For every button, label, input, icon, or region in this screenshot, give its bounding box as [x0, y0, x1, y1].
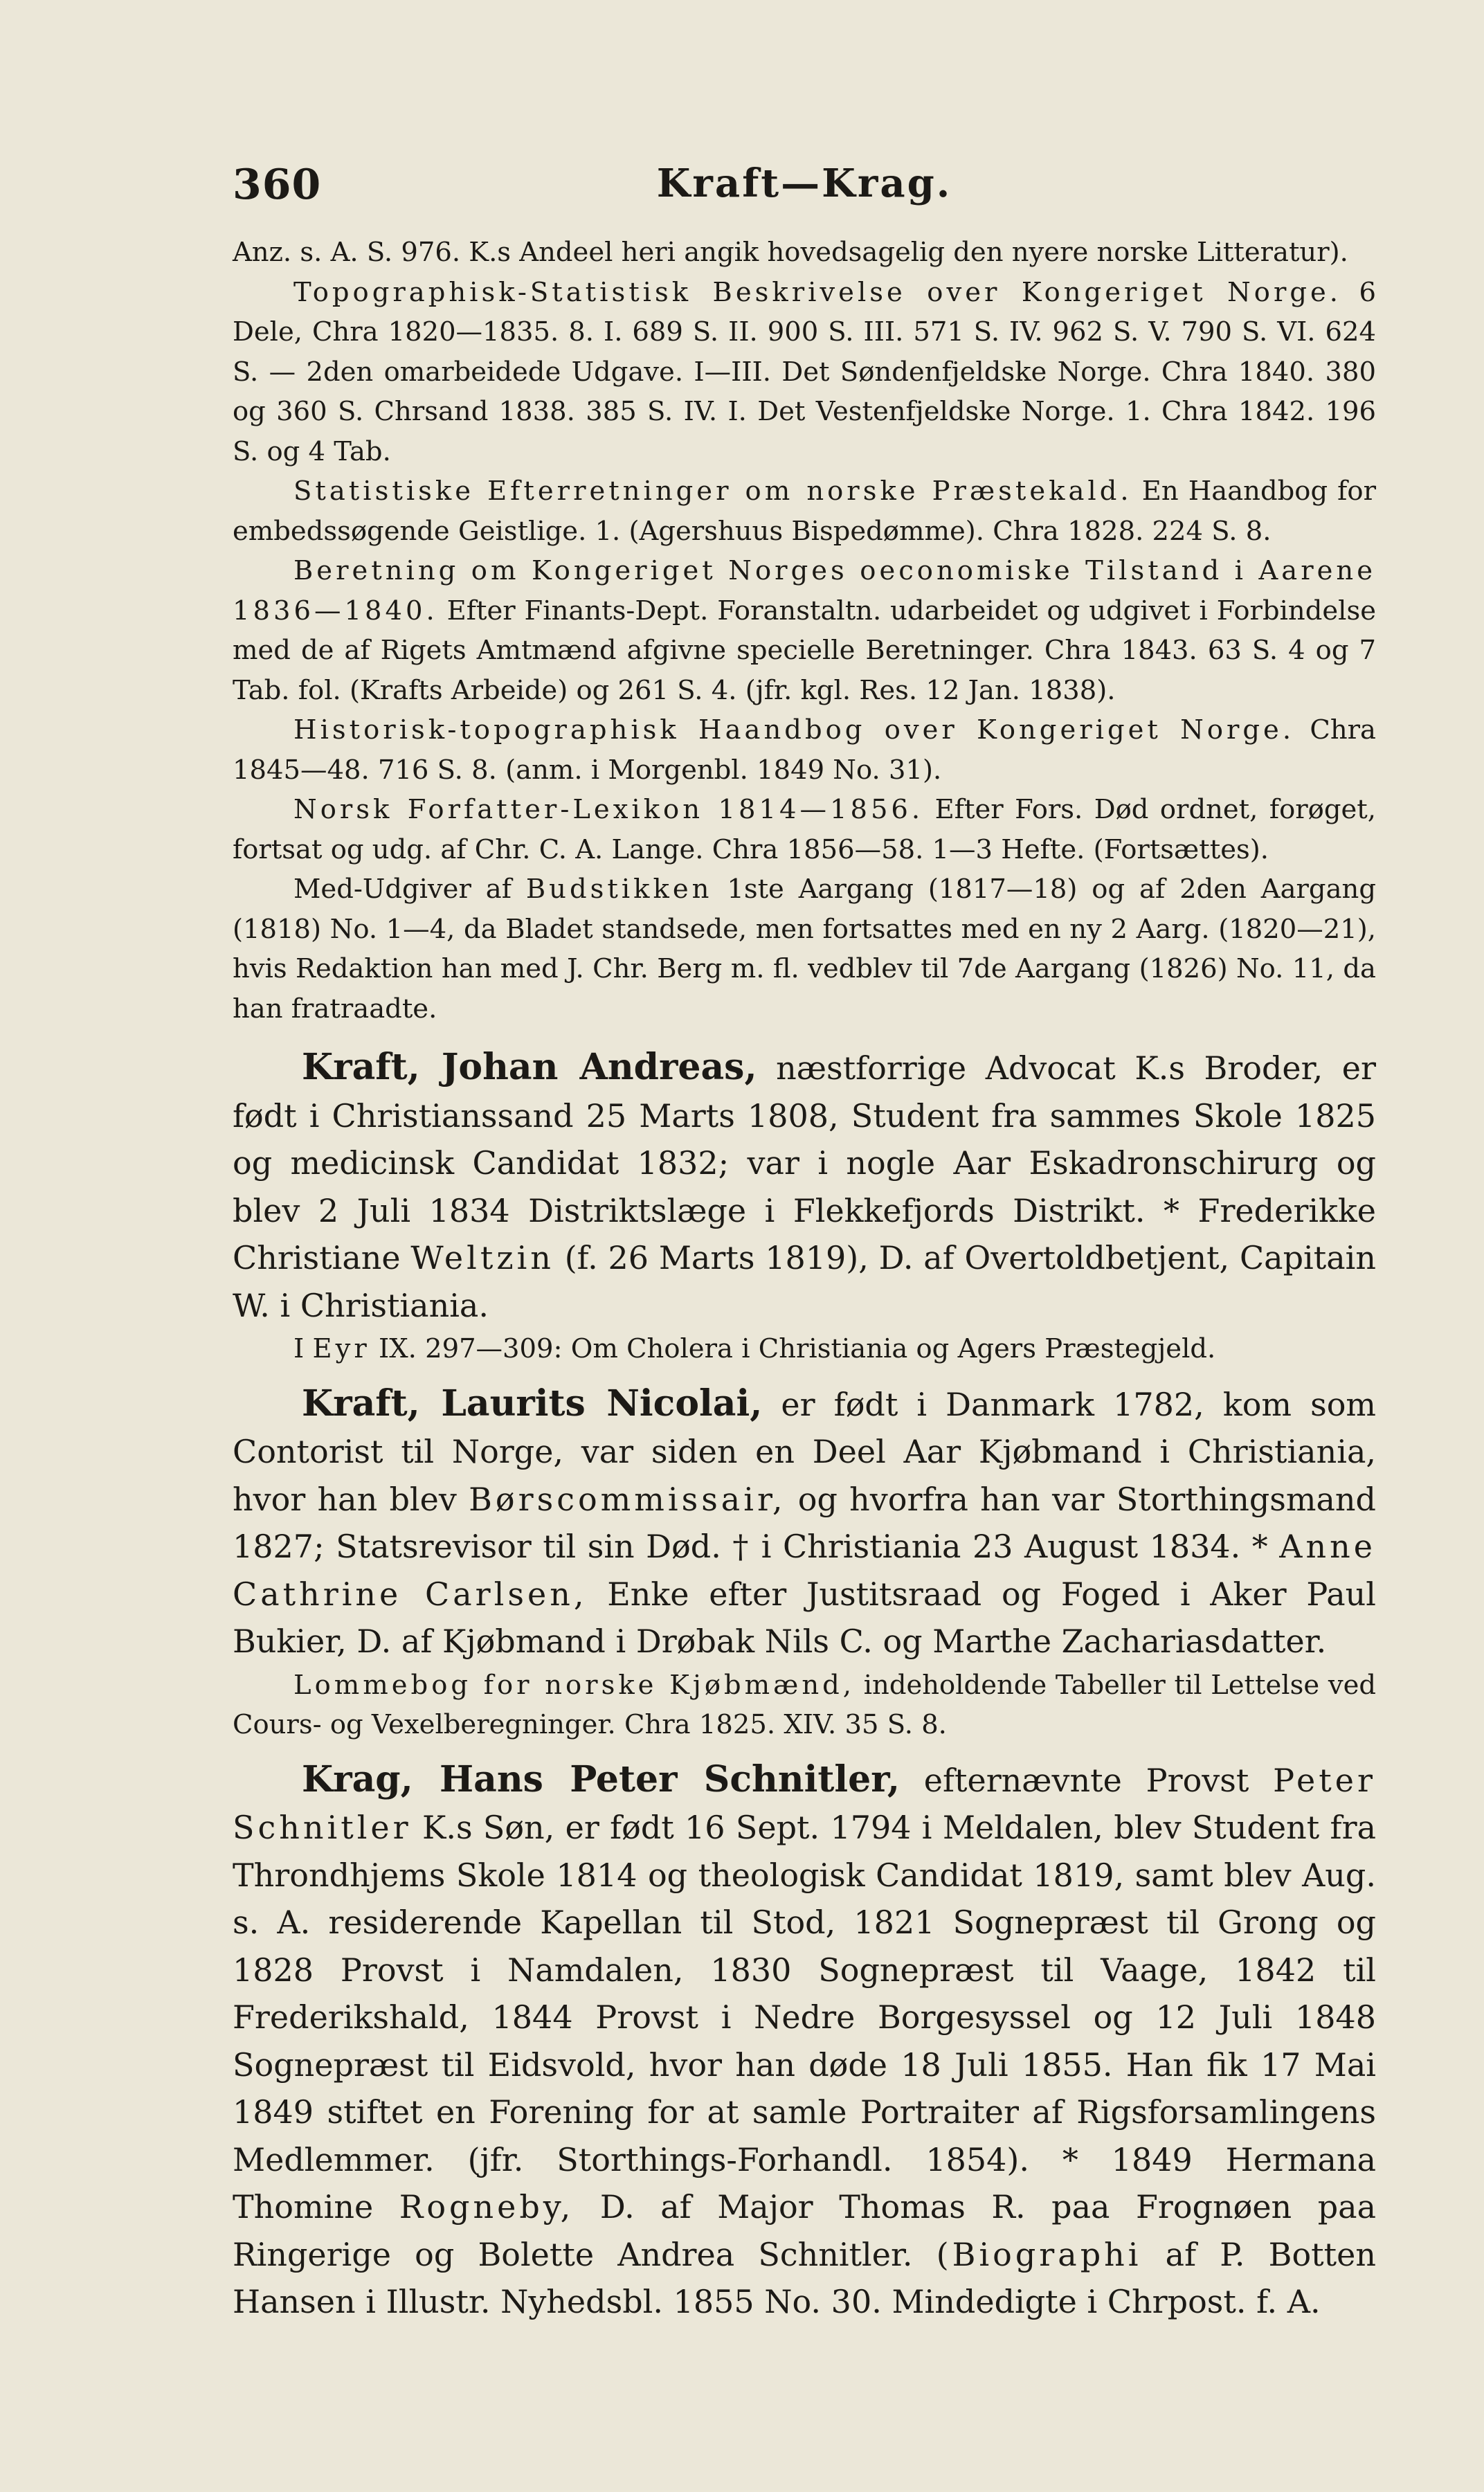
- budstikken-title: Budstikken: [525, 874, 713, 905]
- entry-biography: [233, 1380, 1376, 1665]
- work-details: 6 Dele, Chra 1820—1835. 8. I. 689 S. II. 900 S. III. 571 S. IV. 962 S. V. 790 S. VI. 624 S. — 2den omarbeidede Udgave. I—III. Det Søndenfjeldske Norge. Chra 1840. 380 og 360 S. Chrsand 1838. 385 S. IV. I. Det Vestenfjeldske Norge. 1. Chra 1842. 196 S. og 4 Tab.: [233, 276, 1376, 467]
- page-number: 360: [233, 161, 322, 209]
- works-details: indeholdende Tabeller til Lettelse ved Cours- og Vexelberegninger. Chra 1825. XIV. 35 S. 8.: [233, 1669, 1376, 1740]
- entry-role: Børscommissair,: [469, 1480, 786, 1518]
- work-title: Beretning om Kongeriget Norges oeconomiske Tilstand i Aarene 1836—1840.: [233, 555, 1376, 626]
- spouse-details: D. af Major Thomas R. paa Frognøen paa Ringerige og Bolette Andrea Schnitler.: [233, 2188, 1377, 2273]
- work-details: Efter Fors. Død ordnet, forøget, fortsat og udg. af Chr. C. A. Lange. Chra 1856—58. 1—3 Hefte. (Fortsættes).: [233, 794, 1376, 865]
- budstikken-prefix: Med-Udgiver af: [293, 874, 512, 905]
- work-title: Topographisk-Statistisk Beskrivelse over Kongeriget Norge.: [293, 276, 1342, 308]
- entry-name: Kraft, Laurits Nicolai,: [302, 1382, 763, 1425]
- entry-bio: er født i Danmark 1782, kom som Contorist til Norge, var siden en Deel Aar Kjøbmand i Christiania, hvor han blev: [233, 1385, 1377, 1518]
- work-title: Historisk-topographisk Haandbog over Kongeriget Norge.: [293, 714, 1295, 746]
- entry-bio-prefix: efternævnte Provst: [923, 1761, 1249, 1799]
- work-title: Norsk Forfatter-Lexikon 1814—1856.: [293, 794, 924, 825]
- budstikken-citation: [233, 869, 1376, 1029]
- entry-bio: K.s Søn, er født 16 Sept. 1794 i Meldalen, blev Student fra Throndhjems Skole 1814 og theologisk Candidat 1819, samt blev Aug. s. A. residerende Kapellan til Stod, 1821 Sognepræst til Grong og 1828 Provst i Namdalen, 1830 Sognepræst til Vaage, 1842 til Frederikshald, 1844 Provst i Nedre Borgesyssel og 12 Juli 1848 Sognepræst til Eidsvold, hvor han døde 18 Juli 1855. Han fik 17 Mai 1849 stiftet en Forening for at samle Portraiter af Rigsforsamlingens Medlemmer. (jfr. Storthings-Forhandl. 1854).: [233, 1809, 1376, 2178]
- spouse-surname: Rogneby,: [399, 2188, 574, 2225]
- spouse-details: Enke efter Justitsraad og Foged i Aker Paul Bukier, D. af Kjøbmand i Drøbak Nils C. og Marthe Zachariasdatter.: [233, 1575, 1376, 1660]
- entry-biography: [233, 1756, 1376, 2326]
- works-details: IX. 297—309: Om Cholera i Christiania og Agers Præstegjeld.: [378, 1333, 1216, 1364]
- continuation-line: Anz. s. A. S. 976. K.s Andeel heri angik hovedsagelig den nyere norske Litteratur).: [233, 237, 1348, 268]
- spouse-prefix: * Frederikke Christiane: [233, 1191, 1376, 1276]
- entry-biography: [233, 1044, 1376, 1329]
- entry-name: Krag, Hans Peter Schnitler,: [302, 1758, 900, 1800]
- entry-bio: næstforrige Advocat K.s Broder, er født i Christianssand 25 Marts 1808, Student fra sammes Skole 1825 og medicinsk Candidat 1832; var i nogle Aar Eskadronschirurg og blev 2 Juli 1834 Distriktslæge i Flekkefjords Distrikt.: [233, 1049, 1376, 1229]
- spouse-name: Anne Cathrine Carlsen,: [233, 1528, 1376, 1613]
- work-title: Lommebog for norske Kjøbmænd,: [293, 1669, 856, 1701]
- entry-bio-continued: og hvorfra han var Storthingsmand 1827; Statsrevisor til sin Død. † i Christiania 23 August 1834.: [233, 1480, 1377, 1565]
- father-name: Peter Schnitler: [233, 1761, 1376, 1846]
- work-details: En Haandbog for embedssøgende Geistlige. 1. (Agershuus Bispedømme). Chra 1828. 224 S. 8.: [233, 476, 1376, 547]
- page-header: [233, 136, 1376, 233]
- work-citation: [233, 273, 1376, 472]
- budstikken-details: 1ste Aargang (1817—18) og af 2den Aargang (1818) No. 1—4, da Bladet standsede, men fortsattes med en ny 2 Aarg. (1820—21), hvis Redaktion han med J. Chr. Berg m. fl. vedblev til 7de Aargang (1826) No. 11, da han fratraadte.: [233, 874, 1376, 1024]
- work-citation: [233, 551, 1376, 710]
- text-column: [233, 136, 1376, 2326]
- work-details: Efter Finants-Dept. Foranstaltn. udarbeidet og udgivet i Forbindelse med de af Rigets Amtmænd afgivne specielle Beretninger. Chra 1843. 63 S. 4 og 7 Tab. fol. (Krafts Arbeide) og 261 S. 4. (jfr. kgl. Res. 12 Jan. 1838).: [233, 595, 1376, 706]
- biography-label: (Biographi: [936, 2235, 1142, 2273]
- work-title: Statistiske Efterretninger om norske Præstekald.: [293, 476, 1132, 507]
- work-details: Chra 1845—48. 716 S. 8. (anm. i Morgenbl. 1849 No. 31).: [233, 714, 1376, 786]
- entry-name: Kraft, Johan Andreas,: [302, 1046, 757, 1088]
- biography-source: af P. Botten Hansen i Illustr. Nyhedsbl. 1855 No. 30. Mindedigte i Chrpost. f. A.: [233, 2235, 1376, 2320]
- work-citation: [233, 710, 1376, 790]
- spouse-surname: Weltzin: [410, 1239, 554, 1276]
- spouse-prefix: * 1849 Hermana Thomine: [233, 2140, 1377, 2225]
- entry-works: [233, 1329, 1376, 1369]
- work-citation: [233, 471, 1376, 551]
- running-head: Kraft—Krag.: [656, 161, 952, 206]
- spouse-details: (f. 26 Marts 1819), D. af Overtoldbetjent, Capitain W. i Christiania.: [233, 1239, 1376, 1324]
- works-prefix: I: [293, 1333, 305, 1364]
- journal-title: Eyr: [312, 1333, 370, 1364]
- work-citation: [233, 790, 1376, 869]
- entry-works: [233, 1665, 1376, 1745]
- spouse-prefix: *: [1251, 1528, 1268, 1565]
